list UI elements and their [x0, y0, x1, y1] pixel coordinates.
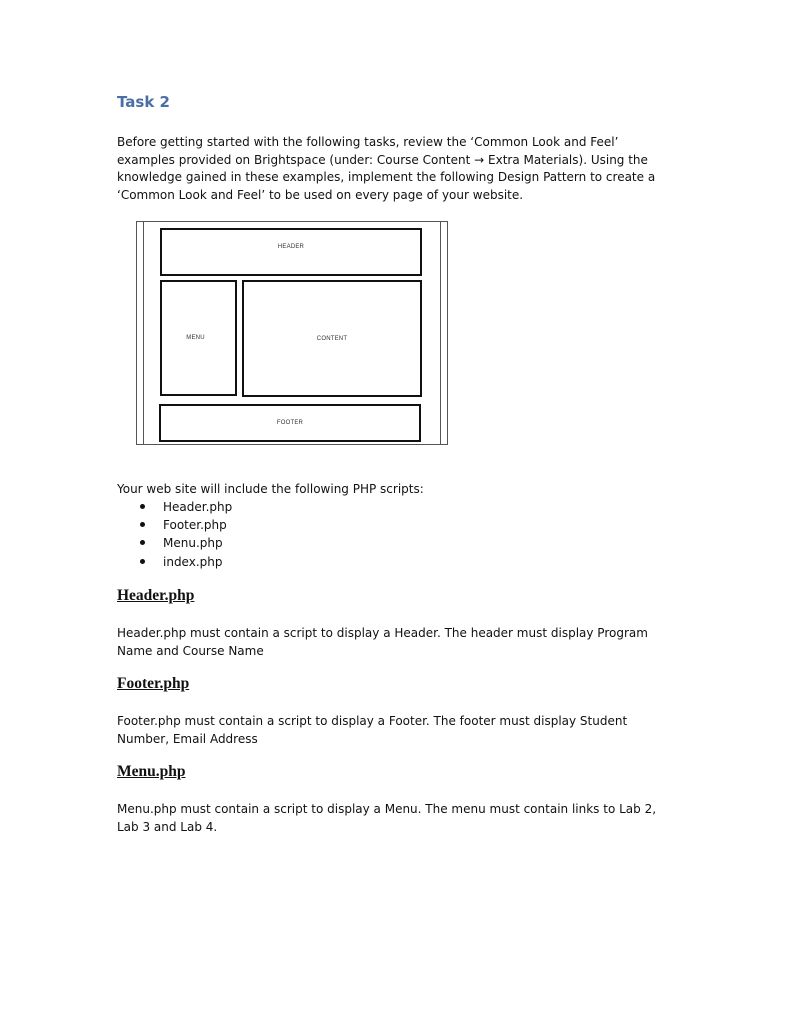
diagram-content-box: [242, 280, 422, 397]
list-item: [140, 498, 232, 516]
diagram-header-label: HEADER: [277, 244, 305, 250]
bullet-icon: [140, 522, 145, 527]
list-item: [140, 553, 232, 571]
diagram-menu-box: [160, 280, 237, 396]
intro-text-start: Before getting started with the following tasks, review the ‘Common Look and Feel’ examples provided on Brightspace (under: Course Content: [117, 135, 619, 167]
diagram-header-box: [160, 228, 422, 276]
bullet-icon: [140, 559, 145, 564]
bullet-icon: [140, 540, 145, 545]
task-title: Task 2: [117, 93, 170, 111]
menu-php-heading: Menu.php: [117, 763, 186, 780]
diagram-footer-label: FOOTER: [276, 420, 304, 426]
layout-diagram: [136, 221, 448, 445]
list-item: [140, 534, 232, 552]
scripts-intro: Your web site will include the following PHP scripts:: [117, 482, 424, 496]
diagram-footer-box: [159, 404, 421, 442]
list-item-label: Menu.php: [163, 536, 223, 551]
header-php-heading: Header.php: [117, 587, 195, 604]
header-php-description: Header.php must contain a script to display a Header. The header must display Program Name and Course Name: [117, 626, 648, 658]
list-item: [140, 516, 232, 534]
right-arrow-icon: →: [474, 152, 485, 167]
footer-php-description: Footer.php must contain a script to display a Footer. The footer must display Student Number, Email Address: [117, 714, 628, 746]
scripts-list: [140, 498, 232, 571]
list-item-label: index.php: [163, 554, 223, 569]
footer-php-heading: Footer.php: [117, 675, 190, 692]
list-item-label: Footer.php: [163, 518, 227, 533]
menu-php-description: Menu.php must contain a script to display a Menu. The menu must contain links to Lab 2, Lab 3 and Lab 4.: [117, 802, 657, 834]
list-item-label: Header.php: [163, 500, 233, 514]
diagram-left-rule: [143, 222, 144, 444]
bullet-icon: [140, 504, 145, 509]
intro-text-end: Extra Materials). Using the knowledge gained in these examples, implement the following Design Pattern to create a ‘Common Look and Feel’ to be used on every page of your website.: [117, 152, 656, 202]
diagram-content-label: CONTENT: [316, 335, 348, 342]
diagram-right-rule: [440, 222, 441, 444]
diagram-menu-label: MENU: [186, 335, 205, 341]
intro-paragraph: [117, 134, 677, 204]
